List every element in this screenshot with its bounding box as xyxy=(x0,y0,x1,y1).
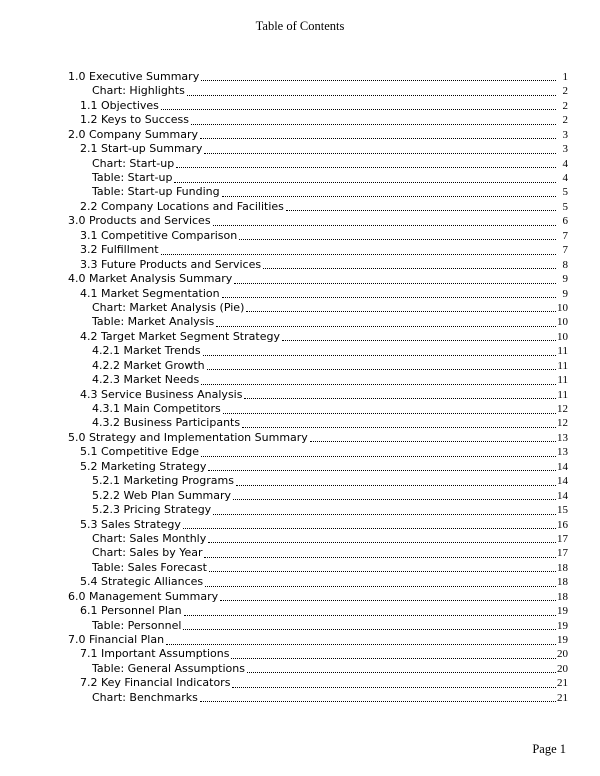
dot-leader xyxy=(236,485,556,486)
toc-entry-page: 19 xyxy=(557,619,568,632)
toc-entry-page: 17 xyxy=(557,547,568,560)
toc-entry[interactable] xyxy=(68,344,568,358)
toc-entry-page: 21 xyxy=(557,677,568,690)
dot-leader xyxy=(222,196,556,197)
toc-entry[interactable] xyxy=(68,402,568,416)
toc-entry-page: 9 xyxy=(556,287,568,301)
toc-entry-page: 2 xyxy=(556,113,568,127)
toc-entry-title: Table: General Assumptions xyxy=(92,661,245,675)
toc-entry[interactable] xyxy=(68,359,568,373)
toc-entry-title: 1.2 Keys to Success xyxy=(80,113,189,127)
toc-entry[interactable] xyxy=(68,662,568,676)
dot-leader xyxy=(161,254,556,255)
toc-entry[interactable] xyxy=(68,229,568,243)
toc-entry-page: 18 xyxy=(557,561,568,574)
toc-entry[interactable] xyxy=(68,532,568,546)
toc-entry-title: 1.0 Executive Summary xyxy=(68,69,200,83)
toc-entry-title: 2.0 Company Summary xyxy=(68,127,198,141)
dot-leader xyxy=(213,225,556,226)
toc-entry[interactable] xyxy=(68,301,568,315)
toc-entry-title: 5.2.3 Pricing Strategy xyxy=(92,503,212,517)
toc-entry-title: 4.2.1 Market Trends xyxy=(92,344,201,358)
toc-entry-page: 9 xyxy=(556,272,568,286)
dot-leader xyxy=(232,687,556,688)
toc-entry-page: 11 xyxy=(557,388,568,401)
dot-leader xyxy=(242,427,556,428)
toc-entry[interactable] xyxy=(68,648,568,662)
toc-entry-page: 14 xyxy=(557,489,568,502)
toc-entry-title: 4.2.2 Market Growth xyxy=(92,358,205,372)
dot-leader xyxy=(216,326,556,327)
dot-leader xyxy=(282,340,556,341)
toc-entry[interactable] xyxy=(68,70,568,84)
toc-entry-page: 12 xyxy=(557,403,568,416)
toc-entry-title: Chart: Sales Monthly xyxy=(92,531,207,545)
dot-leader xyxy=(208,470,556,471)
toc-entry[interactable] xyxy=(68,287,568,301)
toc-entry[interactable] xyxy=(68,142,568,156)
toc-entry[interactable] xyxy=(68,99,568,113)
toc-entry[interactable] xyxy=(68,474,568,488)
toc-entry[interactable] xyxy=(68,243,568,257)
dot-leader xyxy=(246,311,556,312)
dot-leader xyxy=(263,268,556,269)
toc-entry-page: 20 xyxy=(557,662,568,675)
dot-leader xyxy=(184,615,556,616)
dot-leader xyxy=(234,283,556,284)
toc-entry[interactable] xyxy=(68,186,568,200)
dot-leader xyxy=(220,600,556,601)
toc-entry-title: 2.2 Company Locations and Facilities xyxy=(80,199,284,213)
toc-entry-title: 4.2 Target Market Segment Strategy xyxy=(80,329,280,343)
toc-entry-page: 4 xyxy=(556,157,568,171)
toc-entry[interactable] xyxy=(68,200,568,214)
toc-entry-page: 18 xyxy=(557,576,568,589)
toc-entry-page: 3 xyxy=(556,128,568,142)
dot-leader xyxy=(201,80,556,81)
toc-entry[interactable] xyxy=(68,84,568,98)
toc-entry-page: 6 xyxy=(556,214,568,228)
toc-entry[interactable] xyxy=(68,503,568,517)
toc-entry-title: 5.3 Sales Strategy xyxy=(80,517,181,531)
toc-entry-title: 3.0 Products and Services xyxy=(68,214,211,228)
toc-entry-page: 12 xyxy=(557,417,568,430)
toc-entry-page: 2 xyxy=(556,84,568,98)
toc-entry[interactable] xyxy=(68,445,568,459)
dot-leader xyxy=(200,138,556,139)
dot-leader xyxy=(204,153,556,154)
toc-entry-page: 5 xyxy=(556,200,568,214)
toc-entry[interactable] xyxy=(68,171,568,185)
dot-leader xyxy=(222,297,556,298)
toc-entry[interactable] xyxy=(68,272,568,286)
toc-entry-title: Table: Sales Forecast xyxy=(92,560,207,574)
toc-entry[interactable] xyxy=(68,417,568,431)
table-of-contents xyxy=(68,70,568,705)
toc-entry-title: Chart: Market Analysis (Pie) xyxy=(92,300,245,314)
toc-entry-title: 4.2.3 Market Needs xyxy=(92,373,200,387)
dot-leader xyxy=(209,571,556,572)
toc-entry-page: 10 xyxy=(557,316,568,329)
toc-entry-page: 4 xyxy=(556,171,568,185)
toc-entry-page: 15 xyxy=(557,504,568,517)
toc-entry-title: Chart: Start-up xyxy=(92,156,175,170)
toc-entry[interactable] xyxy=(68,128,568,142)
toc-entry[interactable] xyxy=(68,590,568,604)
dot-leader xyxy=(203,355,556,356)
toc-entry-title: 5.2.1 Marketing Programs xyxy=(92,474,234,488)
toc-entry-title: 5.0 Strategy and Implementation Summary xyxy=(68,430,308,444)
dot-leader xyxy=(213,514,556,515)
toc-entry-page: 2 xyxy=(556,99,568,113)
toc-entry[interactable] xyxy=(68,619,568,633)
toc-entry-page: 11 xyxy=(557,359,568,372)
toc-entry-page: 13 xyxy=(557,446,568,459)
dot-leader xyxy=(310,441,556,442)
toc-entry-title: 5.1 Competitive Edge xyxy=(80,445,200,459)
toc-entry-page: 14 xyxy=(557,475,568,488)
toc-entry-page: 20 xyxy=(557,648,568,661)
toc-entry[interactable] xyxy=(68,676,568,690)
toc-entry[interactable] xyxy=(68,214,568,228)
dot-leader xyxy=(244,398,556,399)
toc-entry-page: 8 xyxy=(556,258,568,272)
toc-entry-page: 19 xyxy=(557,605,568,618)
toc-entry-page: 3 xyxy=(556,142,568,156)
toc-entry[interactable] xyxy=(68,546,568,560)
dot-leader xyxy=(166,644,556,645)
toc-entry-title: 7.1 Important Assumptions xyxy=(80,647,230,661)
toc-entry-title: 4.3 Service Business Analysis xyxy=(80,387,243,401)
toc-entry[interactable] xyxy=(68,518,568,532)
toc-entry-title: 5.2 Marketing Strategy xyxy=(80,459,207,473)
toc-entry-title: 1.1 Objectives xyxy=(80,98,159,112)
dot-leader xyxy=(247,672,556,673)
toc-entry-page: 7 xyxy=(556,243,568,257)
toc-entry-page: 10 xyxy=(557,330,568,343)
toc-entry[interactable] xyxy=(68,575,568,589)
dot-leader xyxy=(204,557,556,558)
toc-entry[interactable] xyxy=(68,258,568,272)
toc-entry[interactable] xyxy=(68,113,568,127)
dot-leader xyxy=(176,167,556,168)
toc-entry[interactable] xyxy=(68,691,568,705)
dot-leader xyxy=(286,210,556,211)
toc-entry-title: 2.1 Start-up Summary xyxy=(80,142,203,156)
toc-entry-page: 5 xyxy=(556,185,568,199)
toc-entry-title: 3.3 Future Products and Services xyxy=(80,257,262,271)
toc-entry[interactable] xyxy=(68,373,568,387)
toc-entry-title: 4.3.2 Business Participants xyxy=(92,416,241,430)
toc-entry-title: 4.1 Market Segmentation xyxy=(80,286,220,300)
dot-leader xyxy=(239,239,556,240)
dot-leader xyxy=(233,499,556,500)
toc-entry-page: 21 xyxy=(557,691,568,704)
toc-entry-title: 7.0 Financial Plan xyxy=(68,633,165,647)
dot-leader xyxy=(207,369,556,370)
dot-leader xyxy=(205,586,556,587)
page-title: Table of Contents xyxy=(255,19,345,33)
toc-entry[interactable] xyxy=(68,633,568,647)
toc-entry[interactable] xyxy=(68,330,568,344)
toc-entry-title: 5.2.2 Web Plan Summary xyxy=(92,488,232,502)
dot-leader xyxy=(161,109,556,110)
toc-entry-page: 10 xyxy=(557,301,568,314)
toc-entry[interactable] xyxy=(68,388,568,402)
toc-entry[interactable] xyxy=(68,315,568,329)
toc-entry-page: 11 xyxy=(557,374,568,387)
dot-leader xyxy=(201,456,556,457)
dot-leader xyxy=(201,384,556,385)
toc-entry[interactable] xyxy=(68,489,568,503)
dot-leader xyxy=(200,701,556,702)
toc-entry-title: 7.2 Key Financial Indicators xyxy=(80,676,231,690)
toc-entry-title: Table: Start-up Funding xyxy=(92,185,220,199)
toc-entry-title: Chart: Sales by Year xyxy=(92,546,203,560)
toc-entry-page: 17 xyxy=(557,532,568,545)
toc-entry-title: 6.0 Management Summary xyxy=(68,589,219,603)
toc-entry-title: Chart: Benchmarks xyxy=(92,690,198,704)
toc-entry[interactable] xyxy=(68,561,568,575)
toc-entry-page: 16 xyxy=(557,518,568,531)
toc-entry-page: 1 xyxy=(556,70,568,84)
toc-entry[interactable] xyxy=(68,431,568,445)
toc-entry-title: 5.4 Strategic Alliances xyxy=(80,575,204,589)
page-number: Page 1 xyxy=(532,742,566,756)
toc-entry-page: 7 xyxy=(556,229,568,243)
toc-entry-title: 4.0 Market Analysis Summary xyxy=(68,272,233,286)
toc-entry-page: 13 xyxy=(557,431,568,444)
toc-entry-page: 18 xyxy=(557,590,568,603)
toc-entry-page: 19 xyxy=(557,634,568,647)
dot-leader xyxy=(191,124,556,125)
toc-entry-page: 11 xyxy=(557,345,568,358)
toc-entry-title: Table: Start-up xyxy=(92,171,173,185)
dot-leader xyxy=(187,95,556,96)
toc-entry-title: 6.1 Personnel Plan xyxy=(80,604,182,618)
toc-entry-page: 14 xyxy=(557,460,568,473)
toc-entry-title: 3.1 Competitive Comparison xyxy=(80,228,238,242)
toc-entry[interactable] xyxy=(68,157,568,171)
dot-leader xyxy=(183,629,556,630)
toc-entry-title: 3.2 Fulfillment xyxy=(80,243,159,257)
dot-leader xyxy=(174,182,556,183)
dot-leader xyxy=(208,542,556,543)
toc-entry-title: 4.3.1 Main Competitors xyxy=(92,402,221,416)
dot-leader xyxy=(231,658,556,659)
dot-leader xyxy=(183,528,556,529)
toc-entry-title: Table: Personnel xyxy=(92,618,182,632)
toc-entry[interactable] xyxy=(68,604,568,618)
toc-entry[interactable] xyxy=(68,460,568,474)
toc-entry-title: Table: Market Analysis xyxy=(92,315,215,329)
dot-leader xyxy=(223,413,556,414)
toc-entry-title: Chart: Highlights xyxy=(92,84,185,98)
